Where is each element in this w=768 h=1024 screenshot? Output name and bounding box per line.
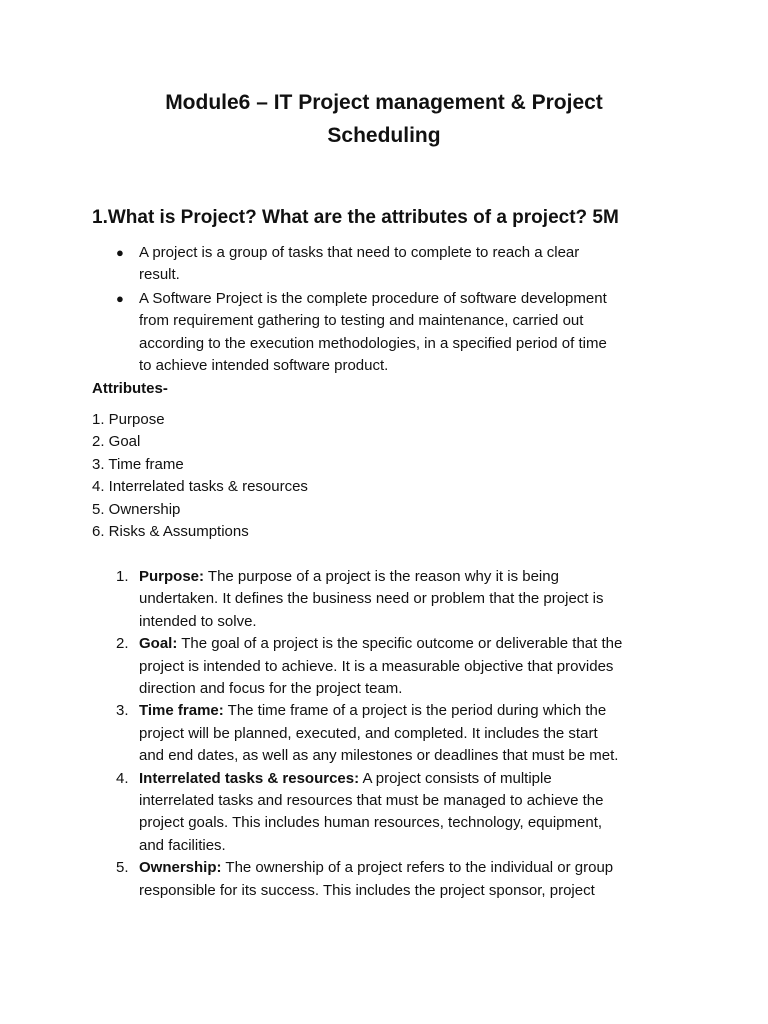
attribute-item: 2. Goal bbox=[92, 433, 141, 451]
definition-text: The purpose of a project is the reason why it is being bbox=[204, 568, 559, 585]
definition-item bbox=[92, 633, 692, 700]
bullet-icon: ● bbox=[116, 290, 124, 306]
definition-item bbox=[92, 566, 692, 633]
attribute-item: 4. Interrelated tasks & resources bbox=[92, 478, 308, 496]
definition-number: 4. bbox=[116, 769, 129, 787]
title-line-2: Scheduling bbox=[327, 124, 441, 147]
definition-line bbox=[139, 768, 692, 790]
definition-text: The ownership of a project refers to the individual or group bbox=[221, 859, 614, 877]
definition-line: direction and focus for the project team. bbox=[139, 680, 403, 698]
definition-text: The time frame of a project is the period during which the bbox=[223, 702, 607, 720]
bullet-line: according to the execution methodologies, in a specified period of time bbox=[139, 334, 607, 352]
definition-line bbox=[139, 633, 692, 655]
attribute-definitions bbox=[92, 566, 692, 902]
definition-line: and facilities. bbox=[139, 836, 226, 854]
bullet-line: A Software Project is the complete procedure of software development bbox=[139, 289, 607, 307]
definition-line bbox=[139, 857, 692, 879]
definition-term: Goal: bbox=[139, 635, 178, 653]
definition-number: 3. bbox=[116, 702, 129, 720]
definition-bullets bbox=[92, 242, 692, 377]
definition-number: 2. bbox=[116, 635, 129, 653]
definition-line: project will be planned, executed, and completed. It includes the start bbox=[139, 724, 598, 742]
bullet-item bbox=[92, 288, 692, 378]
attribute-item: 6. Risks & Assumptions bbox=[92, 523, 249, 541]
bullet-line: to achieve intended software product. bbox=[139, 357, 389, 375]
attribute-item: 5. Ownership bbox=[92, 500, 181, 518]
definition-term: Ownership: bbox=[139, 859, 222, 877]
title-line-1: Module6 – IT Project management & Project bbox=[165, 91, 603, 114]
attribute-item: 1. Purpose bbox=[92, 411, 165, 428]
definition-line: and end dates, as well as any milestones or deadlines that must be met. bbox=[139, 747, 619, 765]
question-heading: 1.What is Project? What are the attributes of a project? 5M bbox=[92, 207, 619, 228]
definition-line: intended to solve. bbox=[139, 612, 257, 630]
definition-term: Interrelated tasks & resources: bbox=[139, 769, 360, 787]
bullet-line: from requirement gathering to testing and maintenance, carried out bbox=[139, 312, 584, 330]
attributes-heading: Attributes- bbox=[92, 380, 168, 397]
definition-line bbox=[139, 700, 692, 722]
definition-term: Time frame: bbox=[139, 702, 224, 720]
definition-number: 5. bbox=[116, 859, 129, 877]
definition-line: interrelated tasks and resources that must be managed to achieve the bbox=[139, 792, 604, 810]
definition-line: project goals. This includes human resources, technology, equipment, bbox=[139, 814, 603, 832]
definition-text: A project consists of multiple bbox=[359, 769, 552, 787]
definition-line: undertaken. It defines the business need or problem that the project is bbox=[139, 590, 604, 608]
definition-item bbox=[92, 857, 692, 902]
definition-number: 1. bbox=[116, 568, 129, 585]
bullet-item bbox=[92, 242, 692, 287]
definition-text: The goal of a project is the specific outcome or deliverable that the bbox=[177, 635, 623, 653]
bullet-line: result. bbox=[139, 266, 180, 284]
definition-item bbox=[92, 768, 692, 858]
definition-term: Purpose: bbox=[139, 568, 205, 585]
document-title bbox=[120, 86, 648, 152]
attributes-list bbox=[92, 409, 308, 543]
definition-item bbox=[92, 700, 692, 767]
definition-line: responsible for its success. This includes the project sponsor, project bbox=[139, 881, 595, 899]
bullet-icon: ● bbox=[116, 245, 124, 260]
definition-line bbox=[139, 566, 692, 588]
attribute-item: 3. Time frame bbox=[92, 455, 184, 473]
definition-line: project is intended to achieve. It is a measurable objective that provides bbox=[139, 657, 614, 675]
bullet-line: A project is a group of tasks that need to complete to reach a clear bbox=[139, 244, 580, 261]
